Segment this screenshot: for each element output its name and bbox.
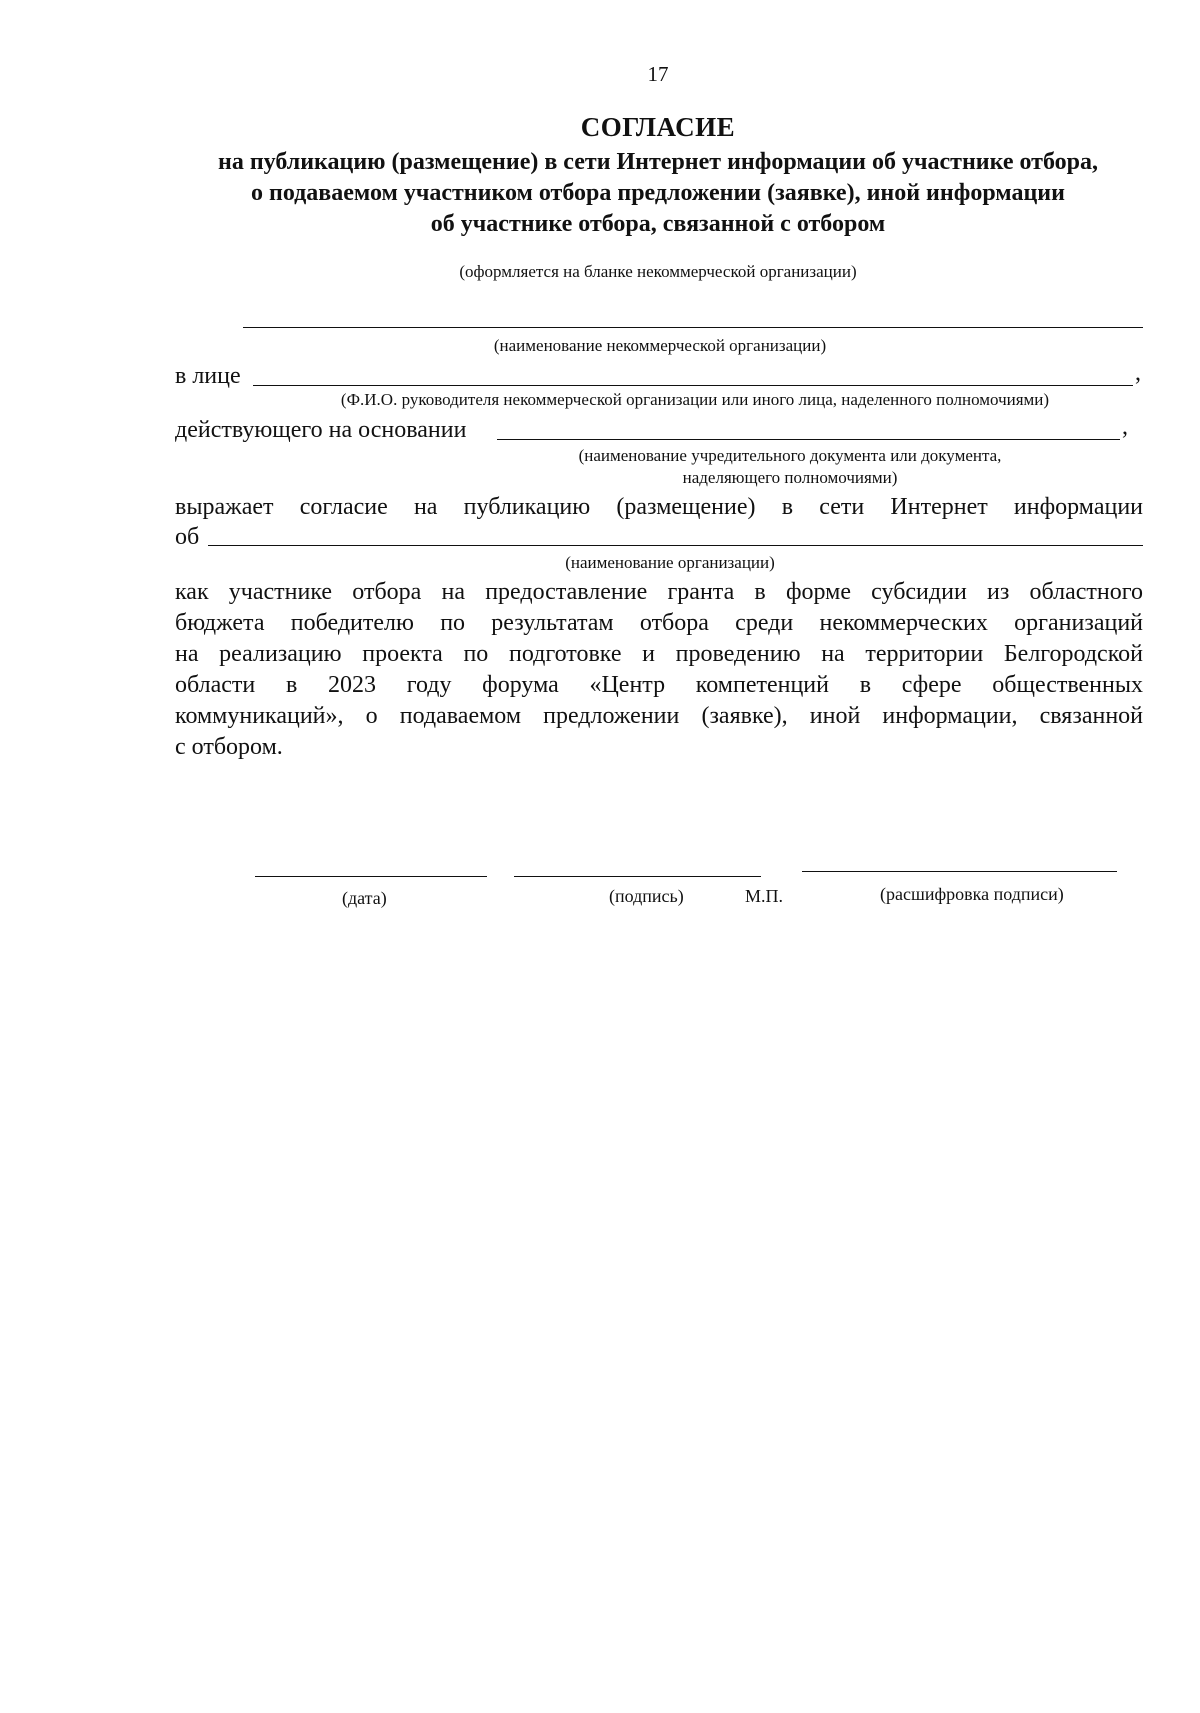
participant-paragraph bbox=[175, 577, 1143, 763]
document-caption-line-2: наделяющего полномочиями) bbox=[682, 468, 898, 487]
date-field-line[interactable] bbox=[255, 876, 487, 877]
paragraph-line-5: коммуникаций», о подаваемом предложении (заявке), иной информации, связанной bbox=[175, 703, 1143, 729]
subtitle-line-2: о подаваемом участником отбора предложении (заявке), иной информации bbox=[251, 180, 1065, 206]
fio-line-comma: , bbox=[1135, 360, 1141, 386]
signature-field-line[interactable] bbox=[514, 876, 761, 877]
page-number: 17 bbox=[647, 62, 669, 86]
signature-decoding-field-line[interactable] bbox=[802, 871, 1117, 872]
subtitle-line-3: об участнике отбора, связанной с отбором bbox=[430, 211, 886, 237]
paragraph-line-3: на реализацию проекта по подготовке и проведению на территории Белгородской bbox=[175, 641, 1143, 667]
paragraph-line-1: как участнике отбора на предоставление гранта в форме субсидии из областного bbox=[175, 579, 1143, 605]
consent-line-1: выражает согласие на публикацию (размещение) в сети Интернет информации bbox=[175, 494, 1143, 520]
paragraph-line-2: бюджета победителю по результатам отбора среди некоммерческих организаций bbox=[175, 610, 1143, 636]
org-name-field-line[interactable] bbox=[243, 327, 1143, 328]
org-name-caption: (наименование некоммерческой организации) bbox=[493, 336, 827, 355]
about-label: об bbox=[175, 524, 200, 550]
basis-line-comma: , bbox=[1122, 414, 1128, 440]
fio-field-line[interactable] bbox=[253, 385, 1133, 386]
signature-caption: (подпись) bbox=[609, 886, 684, 906]
paragraph-line-4: области в 2023 году форума «Центр компетенций в сфере общественных bbox=[175, 672, 1143, 698]
consent-text bbox=[175, 492, 1143, 523]
in-person-label: в лице bbox=[175, 363, 241, 389]
paragraph-line-6: с отбором. bbox=[175, 734, 283, 760]
seal-caption: М.П. bbox=[745, 886, 784, 906]
organization-field-line[interactable] bbox=[208, 545, 1143, 546]
fio-caption: (Ф.И.О. руководителя некоммерческой организации или иного лица, наделенного полномочиями) bbox=[340, 390, 1050, 409]
document-title: СОГЛАСИЕ bbox=[580, 112, 736, 142]
subtitle-line-1: на публикацию (размещение) в сети Интернет информации об участнике отбора, bbox=[217, 149, 1099, 175]
blank-note: (оформляется на бланке некоммерческой организации) bbox=[459, 262, 857, 281]
organization-caption: (наименование организации) bbox=[565, 553, 775, 572]
signature-decoding-caption: (расшифровка подписи) bbox=[880, 884, 1064, 904]
date-caption: (дата) bbox=[342, 888, 387, 908]
document-caption-line-1: (наименование учредительного документа или документа, bbox=[578, 446, 1002, 465]
basis-document-field-line[interactable] bbox=[497, 439, 1120, 440]
acting-basis-label: действующего на основании bbox=[175, 417, 467, 443]
